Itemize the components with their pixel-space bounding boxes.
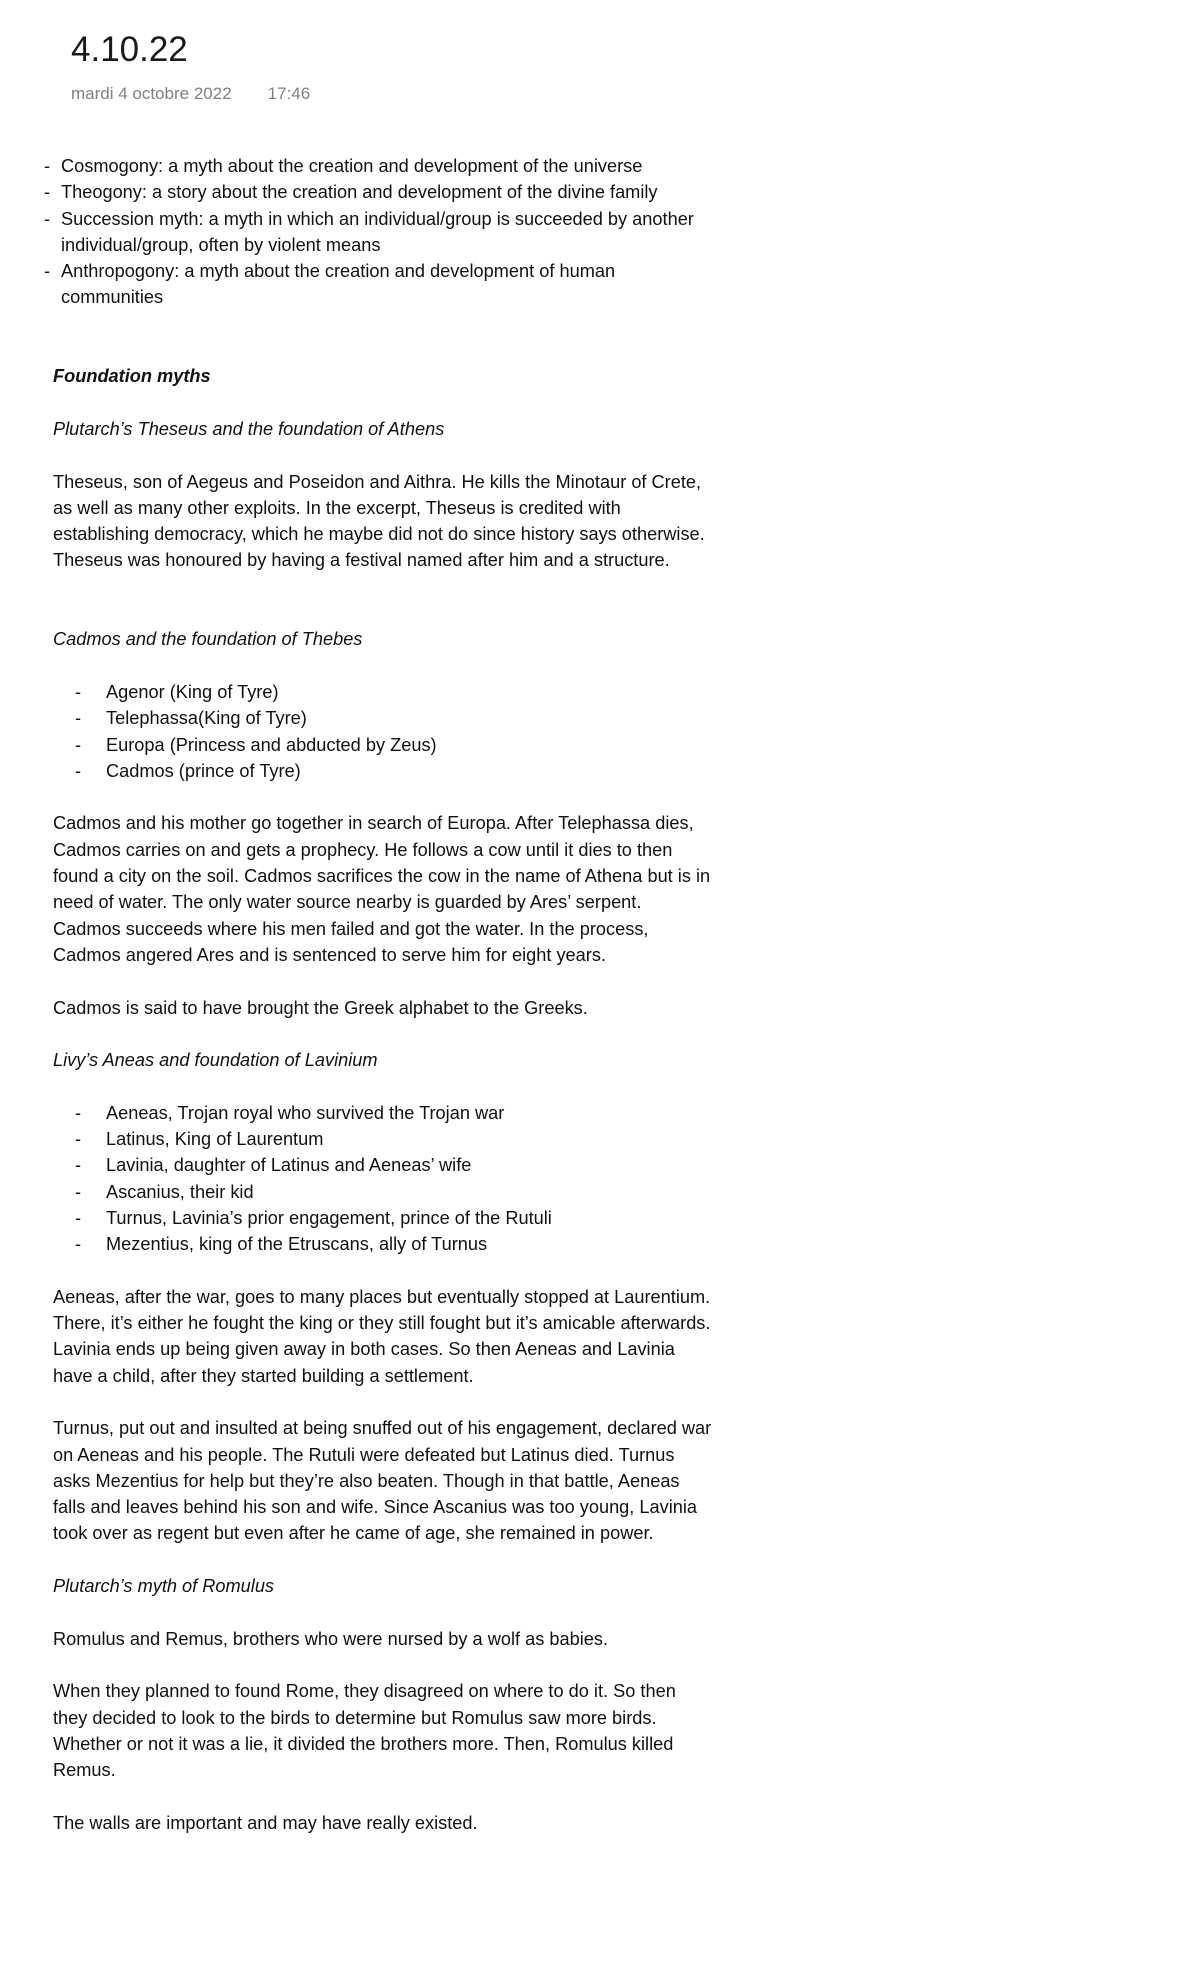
list-item (53, 1152, 713, 1178)
list-item (53, 758, 713, 784)
bullet-dash: - (44, 261, 51, 282)
paragraph-romulus-3: The walls are important and may have really existed. (53, 1812, 478, 1833)
subheading-romulus: Plutarch’s myth of Romulus (53, 1576, 275, 1597)
paragraph-cadmos-2: Cadmos is said to have brought the Greek alphabet to the Greeks. (53, 997, 588, 1018)
bullet-dash: - (75, 708, 82, 729)
list-item (32, 258, 713, 311)
bullet-dash: - (44, 182, 51, 203)
list-item-text: Mezentius, king of the Etruscans, ally of Turnus (106, 1234, 488, 1255)
list-item (53, 1126, 713, 1152)
bullet-dash: - (75, 1207, 82, 1228)
list-item-text: Agenor (King of Tyre) (106, 681, 279, 702)
list-item-text: Turnus, Lavinia’s prior engagement, prince of the Rutuli (106, 1207, 552, 1228)
bullet-dash: - (75, 1102, 82, 1123)
list-item-text: Europa (Princess and abducted by Zeus) (106, 734, 437, 755)
list-item (53, 732, 713, 758)
page-meta (71, 83, 310, 105)
paragraph-theseus: Theseus, son of Aegeus and Poseidon and Aithra. He kills the Minotaur of Crete, as well as many other exploits. In the excerpt, Theseus is credited with establishing democracy, which he maybe did not do since history says otherwise. Theseus was honoured by having a festival named after him and a structure. (53, 471, 705, 571)
paragraph-aeneas-1: Aeneas, after the war, goes to many places but eventually stopped at Laurentium. There, it’s either he fought the king or they still fought but it’s amicable afterwards. Lavinia ends up being given away in both cases. So then Aeneas and Lavinia have a child, after they started building a settlement. (53, 1286, 711, 1386)
bullet-dash: - (75, 760, 82, 781)
paragraph-romulus-2: When they planned to found Rome, they disagreed on where to do it. So then they decided to look to the birds to determine but Romulus saw more birds. Whether or not it was a lie, it divided the brothers more. Then, Romulus killed Remus. (53, 1681, 676, 1781)
list-item-text: Theogony: a story about the creation and development of the divine family (61, 182, 658, 203)
list-item-text: Telephassa(King of Tyre) (106, 708, 307, 729)
list-item-text: Lavinia, daughter of Latinus and Aeneas’ wife (106, 1155, 472, 1176)
list-item-text: Cadmos (prince of Tyre) (106, 760, 301, 781)
list-item (32, 206, 713, 259)
paragraph-aeneas-2: Turnus, put out and insulted at being snuffed out of his engagement, declared war on Aeneas and his people. The Rutuli were defeated but Latinus died. Turnus asks Mezentius for help but they’re also beaten. Though in that battle, Aeneas falls and leaves behind his son and wife. Since Ascanius was too young, Lavinia took over as regent but even after he came of age, she remained in power. (53, 1418, 712, 1544)
section-heading-foundation: Foundation myths (53, 366, 211, 387)
list-item-text: Succession myth: a myth in which an individual/group is succeeded by another individual/group, often by violent means (61, 208, 694, 255)
list-item-text: Latinus, King of Laurentum (106, 1128, 324, 1149)
subheading-cadmos: Cadmos and the foundation of Thebes (53, 629, 363, 650)
list-item (53, 1205, 713, 1231)
bullet-dash: - (75, 1234, 82, 1255)
bullet-dash: - (44, 208, 51, 229)
list-item-text: Cosmogony: a myth about the creation and development of the universe (61, 156, 643, 176)
paragraph-romulus-1: Romulus and Remus, brothers who were nursed by a wolf as babies. (53, 1628, 608, 1649)
bullet-dash: - (75, 734, 82, 755)
list-item (53, 1100, 713, 1126)
list-item-text: Anthropogony: a myth about the creation and development of human communities (61, 261, 616, 308)
list-item (53, 679, 713, 705)
bullet-dash: - (75, 681, 82, 702)
bullet-dash: - (75, 1181, 82, 1202)
page-date: mardi 4 octobre 2022 (71, 84, 232, 103)
list-item (32, 179, 713, 205)
list-item (32, 153, 713, 179)
list-item (53, 1231, 713, 1257)
list-item-text: Ascanius, their kid (106, 1181, 254, 1202)
paragraph-cadmos-1: Cadmos and his mother go together in search of Europa. After Telephassa dies, Cadmos carries on and gets a prophecy. He follows a cow until it dies to then found a city on the soil. Cadmos sacrifices the cow in the name of Athena but is in need of water. The only water source nearby is guarded by Ares’ serpent. Cadmos succeeds where his men failed and got the water. In the process, Cadmos angered Ares and is sentenced to serve him for eight years. (53, 813, 711, 965)
bullet-dash: - (44, 156, 51, 176)
aeneas-characters-list (53, 1100, 713, 1258)
cadmos-characters-list (53, 679, 713, 784)
page-time: 17:46 (267, 84, 311, 103)
definitions-list (32, 153, 713, 311)
bullet-dash: - (75, 1155, 82, 1176)
bullet-dash: - (75, 1128, 82, 1149)
list-item-text: Aeneas, Trojan royal who survived the Trojan war (106, 1102, 505, 1123)
note-body (44, 153, 713, 1836)
list-item (53, 1179, 713, 1205)
list-item (53, 705, 713, 731)
subheading-theseus: Plutarch’s Theseus and the foundation of Athens (53, 418, 445, 439)
page-title: 4.10.22 (71, 30, 188, 69)
subheading-aeneas: Livy’s Aneas and foundation of Lavinium (53, 1050, 378, 1071)
